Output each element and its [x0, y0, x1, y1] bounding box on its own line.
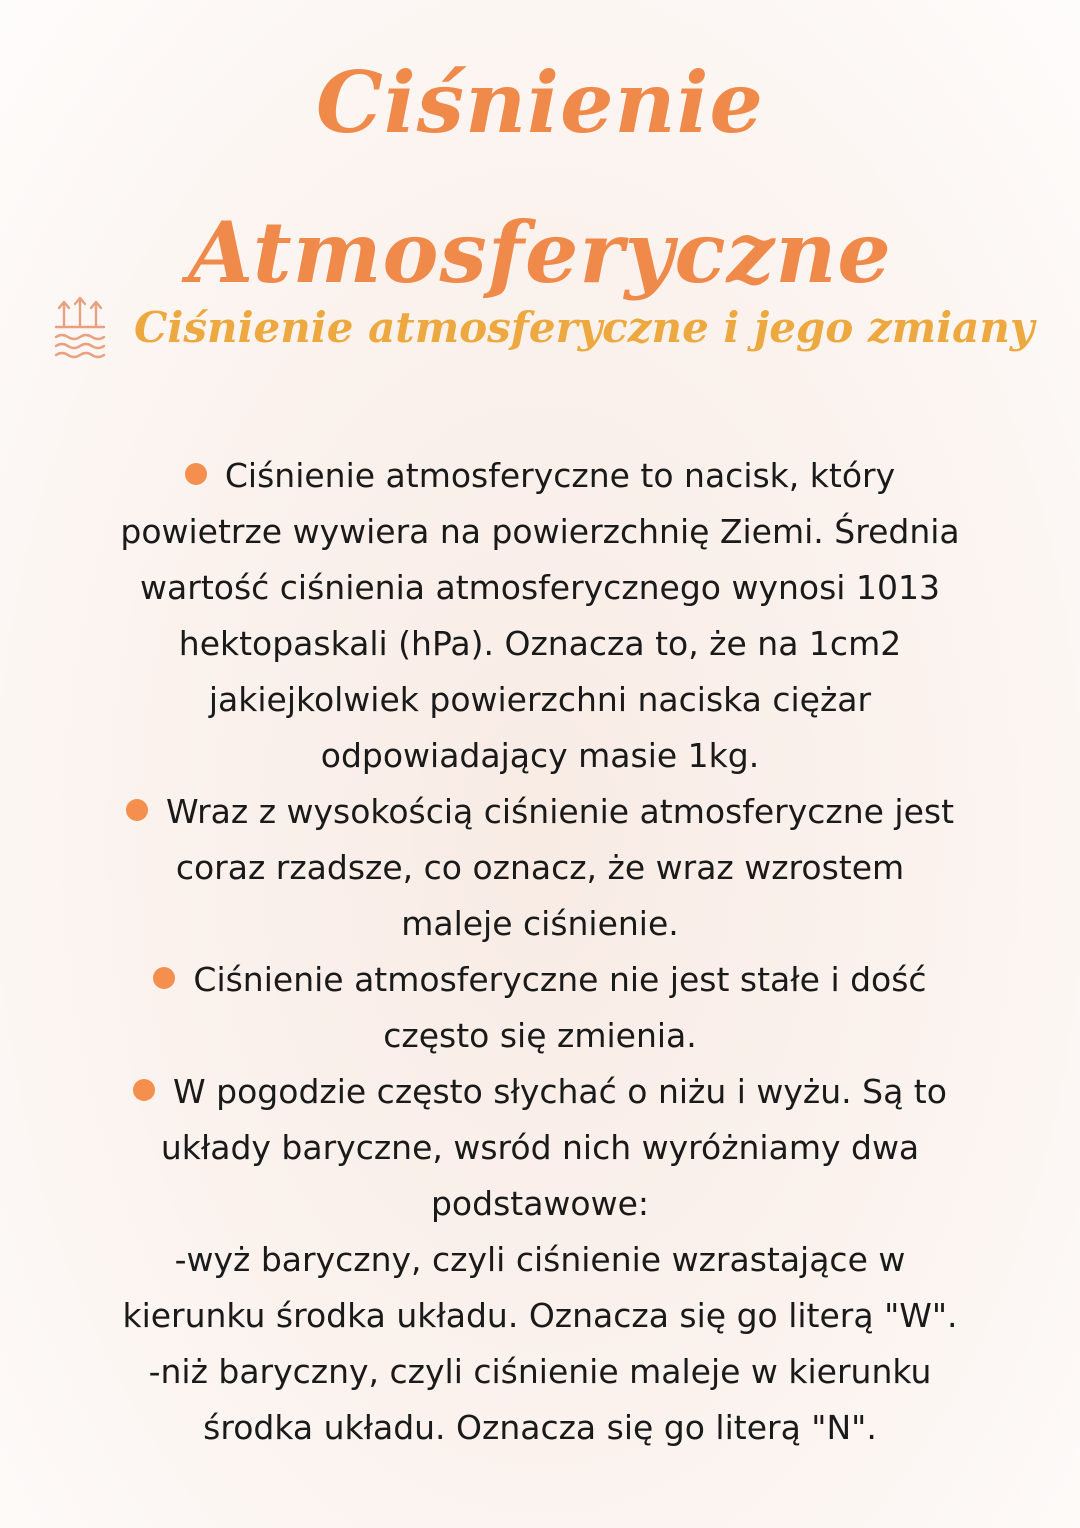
text-line: kierunku środka układu. Oznacza się go literą "W". [122, 1296, 958, 1335]
text-line: coraz rzadsze, co oznacz, że wraz wzrostem [175, 848, 905, 887]
text-line: -niż baryczny, czyli ciśnienie maleje w kierunku [148, 1352, 932, 1391]
bullet-dot-icon [126, 799, 148, 821]
section-heading [52, 282, 1034, 372]
text-line: odpowiadający masie 1kg. [320, 736, 760, 775]
paragraph-baric-systems [40, 1064, 1040, 1456]
text-line: wartość ciśnienia atmosferycznego wynosi 1013 [140, 568, 940, 607]
text-line: Ciśnienie atmosferyczne nie jest stałe i dość [40, 952, 1040, 1008]
text-line: -wyż baryczny, czyli ciśnienie wzrastające w [174, 1240, 906, 1279]
text-line: układy baryczne, wsród nich wyróżniamy dwa [160, 1128, 920, 1167]
bullet-dot-icon [185, 463, 207, 485]
paragraph-altitude [40, 784, 1040, 952]
pressure-arrows-waves-icon [52, 295, 108, 359]
note-body [40, 448, 1040, 1456]
text-line: podstawowe: [430, 1184, 650, 1223]
text-line: Ciśnienie atmosferyczne to nacisk, który [40, 448, 1040, 504]
text-line: jakiejkolwiek powierzchni naciska ciężar [208, 680, 872, 719]
text-line: maleje ciśnienie. [401, 904, 679, 943]
section-subtitle: Ciśnienie atmosferyczne i jego zmiany [134, 302, 1035, 352]
paragraph-variability [40, 952, 1040, 1064]
text-line: powietrze wywiera na powierzchnię Ziemi. Średnia [120, 512, 960, 551]
text-line: hektopaskali (hPa). Oznacza to, że na 1cm2 [178, 624, 902, 663]
paragraph-definition [40, 448, 1040, 784]
text-line: często się zmienia. [383, 1016, 697, 1055]
text-line: Wraz z wysokością ciśnienie atmosferyczne jest [40, 784, 1040, 840]
text-line: środka układu. Oznacza się go literą "N". [203, 1408, 877, 1447]
page-title: Ciśnienie Atmosferyczne [188, 53, 892, 302]
text-line: W pogodzie często słychać o niżu i wyżu. Są to [40, 1064, 1040, 1120]
bullet-dot-icon [153, 967, 175, 989]
bullet-dot-icon [133, 1079, 155, 1101]
